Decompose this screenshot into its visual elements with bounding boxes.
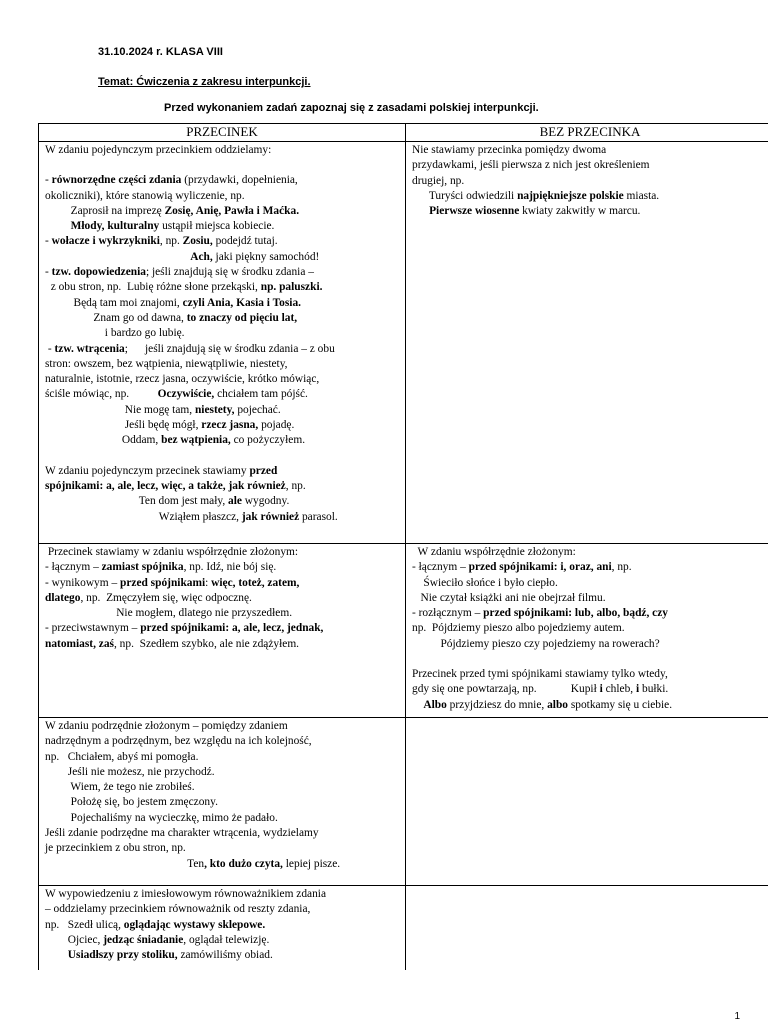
bold-text: niestety,	[194, 403, 235, 416]
text-segment	[45, 949, 68, 961]
comma-cell	[39, 718, 406, 886]
text-segment: jaki piękny samochód!	[212, 250, 320, 263]
text-segment: ustąpił miejsca kobiecie.	[159, 220, 275, 233]
text-segment: W zdaniu pojedynczym przecinek stawiamy	[45, 464, 250, 477]
no-comma-cell	[406, 886, 768, 970]
comma-cell	[39, 886, 406, 970]
text-segment: :	[205, 576, 212, 589]
text-line	[45, 576, 399, 591]
bold-text: przed spójnikami: a, ale, lecz, jednak,	[140, 622, 324, 635]
text-line	[45, 780, 399, 795]
text-line	[45, 403, 399, 418]
text-segment: W wypowiedzeniu z imiesłowowym równoważnikiem zdania	[45, 888, 327, 900]
text-segment: Nie czytał książki ani nie obejrzał filmu.	[412, 591, 606, 604]
text-segment: ściśle mówiąc, np.	[45, 388, 158, 401]
text-line	[45, 545, 399, 560]
text-segment: -	[45, 266, 52, 279]
text-segment: – oddzielamy przecinkiem równoważnik od reszty zdania,	[45, 903, 311, 916]
bold-text: to znaczy od pięciu lat,	[186, 311, 298, 324]
text-line	[412, 576, 768, 591]
bold-text: tzw. dopowiedzenia	[51, 266, 146, 279]
bold-text: przed	[249, 464, 278, 477]
text-line	[412, 606, 768, 621]
text-line	[45, 948, 399, 963]
text-segment: bułki.	[639, 683, 669, 696]
text-line	[45, 857, 399, 872]
bold-text: spójnikami: a, ale, lecz, więc, a także, jak również	[45, 479, 286, 492]
text-line	[412, 698, 768, 713]
rule-row-simple-sentence	[39, 142, 768, 544]
lesson-topic: Temat: Ćwiczenia z zakresu interpunkcji.	[98, 76, 311, 88]
text-line	[45, 234, 399, 249]
text-segment: np. Chciałem, abyś mi pomogła.	[45, 750, 199, 763]
text-segment: przyjdziesz do mnie,	[446, 698, 548, 711]
bold-text: jak również	[241, 510, 300, 523]
blank-line	[45, 158, 399, 173]
text-segment: Zaprosił na imprezę	[45, 204, 165, 217]
text-segment: co pożyczyłem.	[230, 434, 306, 447]
text-line	[45, 433, 399, 448]
text-segment: Pójdziemy pieszo czy pojedziemy na rowerach?	[412, 637, 660, 650]
text-segment: Wziąłem płaszcz,	[45, 510, 242, 523]
text-line	[45, 189, 399, 204]
text-segment: Znam go od dawna,	[45, 311, 187, 324]
text-segment: Wiem, że tego nie zrobiłeś.	[45, 781, 195, 794]
text-line	[45, 311, 399, 326]
text-line	[45, 342, 399, 357]
text-segment: (przydawki, dopełnienia,	[181, 174, 298, 187]
text-line	[412, 637, 768, 652]
text-line	[412, 158, 768, 173]
text-line	[412, 545, 768, 560]
text-segment: Nie mogę tam,	[45, 403, 195, 416]
rule-row-compound-subordinate	[39, 718, 768, 886]
text-line	[45, 418, 399, 433]
text-segment: , np. Idź, nie bój się.	[183, 561, 277, 574]
text-segment: W zdaniu współrzędnie złożonym:	[412, 546, 576, 558]
text-line	[45, 918, 399, 933]
bold-text: oglądając wystawy sklepowe.	[123, 918, 266, 931]
text-segment: Świeciło słońce i było ciepło.	[412, 576, 558, 589]
text-line	[45, 387, 399, 402]
text-segment: np. Szedł ulicą,	[45, 918, 124, 931]
bold-text: ale	[228, 495, 242, 508]
bold-text: przed spójnikami: i, oraz, ani	[468, 561, 612, 574]
text-segment: Nie mogłem, dlatego nie przyszedłem.	[45, 607, 293, 620]
text-line	[45, 811, 399, 826]
text-line	[45, 933, 399, 948]
intro-instruction: Przed wykonaniem zadań zapoznaj się z zasadami polskiej interpunkcji.	[164, 102, 539, 114]
text-segment: Jeśli zdanie podrzędne ma charakter wtrącenia, wydzielamy	[45, 827, 319, 840]
bold-text: jedząc śniadanie	[103, 933, 184, 946]
text-line	[45, 296, 399, 311]
text-line	[45, 606, 399, 621]
text-segment: chleb,	[602, 683, 636, 696]
text-segment: Oddam,	[45, 434, 162, 447]
text-segment: - przeciwstawnym –	[45, 622, 141, 635]
bold-text: przed spójnikami: lub, albo, bądź, czy	[483, 607, 668, 620]
text-line	[45, 219, 399, 234]
text-segment: np. Pójdziemy pieszo albo pojedziemy autem.	[412, 622, 625, 635]
text-segment: Jeśli będę mógł,	[45, 419, 202, 432]
text-segment: Będą tam moi znajomi,	[45, 296, 183, 309]
text-segment: z obu stron, np. Lubię różne słone przekąski,	[45, 281, 261, 294]
text-segment: przydawkami, jeśli pierwsza z nich jest określeniem	[412, 159, 650, 172]
text-line	[412, 174, 768, 189]
text-line	[45, 887, 399, 902]
text-segment: Jeśli nie możesz, nie przychodź.	[45, 765, 215, 778]
bold-text: więc, toteż, zatem,	[211, 576, 300, 589]
punctuation-rules-table	[38, 123, 768, 970]
bold-text: bez wątpienia,	[161, 434, 231, 447]
text-line	[45, 795, 399, 810]
text-segment: Przecinek przed tymi spójnikami stawiamy tylko wtedy,	[412, 668, 668, 681]
text-line	[412, 682, 768, 697]
text-line	[45, 750, 399, 765]
blank-line	[412, 652, 768, 667]
text-segment: Ten	[45, 857, 205, 870]
no-comma-cell	[406, 142, 768, 544]
text-segment: - łącznym –	[45, 561, 102, 574]
bold-text: np. paluszki.	[260, 281, 323, 294]
bold-text: czyli Ania, Kasia i Tosia.	[182, 296, 301, 309]
text-segment: i bardzo go lubię.	[45, 327, 185, 340]
text-segment: Nie stawiamy przecinka pomiędzy dwoma	[412, 144, 607, 156]
comma-cell	[39, 544, 406, 718]
table-header-row	[39, 124, 768, 142]
bold-text: przed spójnikami	[120, 576, 206, 589]
text-line	[412, 204, 768, 219]
text-segment	[412, 205, 429, 217]
text-segment: pojechać.	[234, 403, 281, 416]
text-segment: , np. Szedłem szybko, ale nie zdążyłem.	[113, 637, 300, 650]
text-segment: W zdaniu pojedynczym przecinkiem oddzielamy:	[45, 144, 272, 156]
text-segment: okoliczniki), które stanowią wyliczenie, np.	[45, 189, 245, 202]
text-segment: -	[45, 342, 55, 355]
text-segment: , np.	[159, 235, 183, 248]
text-line	[412, 189, 768, 204]
text-line	[412, 591, 768, 606]
bold-text: i	[635, 683, 640, 696]
text-segment: - rozłącznym –	[412, 607, 484, 620]
text-line	[45, 826, 399, 841]
text-segment	[45, 251, 190, 263]
text-line	[45, 494, 399, 509]
text-segment: miasta.	[623, 189, 660, 202]
text-line	[45, 204, 399, 219]
no-comma-cell	[406, 718, 768, 886]
bold-text: albo	[547, 698, 568, 711]
text-line	[412, 667, 768, 682]
bold-text: tzw. wtrącenia	[54, 342, 125, 355]
text-segment: - wynikowym –	[45, 576, 120, 589]
header-comma: PRZECINEK	[39, 124, 406, 142]
text-segment: gdy się one powtarzają, np. Kupił	[412, 683, 600, 696]
text-line	[45, 734, 399, 749]
bold-text: i	[599, 683, 603, 696]
bold-text: wołacze i wykrzykniki	[51, 235, 160, 248]
bold-text: dlatego	[45, 591, 81, 604]
text-segment: Przecinek stawiamy w zdaniu współrzędnie złożonym:	[45, 546, 299, 558]
bold-text: zamiast spójnika	[101, 561, 184, 574]
header-no-comma: BEZ PRZECINKA	[406, 124, 768, 142]
text-segment: -	[45, 235, 52, 248]
bold-text: Pierwsze wiosenne	[429, 205, 520, 218]
text-segment: Pojechaliśmy na wycieczkę, mimo że padało.	[45, 811, 278, 824]
text-line	[412, 560, 768, 575]
text-line	[45, 250, 399, 265]
text-segment: , oglądał telewizję.	[183, 933, 270, 946]
text-line	[45, 280, 399, 295]
no-comma-cell	[406, 544, 768, 718]
bold-text: najpiękniejsze polskie	[517, 189, 624, 202]
bold-text: Młody, kulturalny	[70, 220, 160, 233]
text-line	[45, 357, 399, 372]
text-segment: -	[45, 174, 52, 187]
comma-cell	[39, 142, 406, 544]
bold-text: natomiast, zaś	[45, 637, 114, 650]
text-line	[45, 143, 399, 158]
text-line	[45, 560, 399, 575]
text-line	[45, 841, 399, 856]
text-segment: Ojciec,	[45, 933, 104, 946]
text-segment: - łącznym –	[412, 561, 469, 574]
date-class-heading: 31.10.2024 r. KLASA VIII	[98, 46, 223, 58]
text-segment: ; jeśli znajdują się w środku zdania – z obu	[124, 342, 335, 355]
text-segment: podejdź tutaj.	[212, 235, 278, 248]
text-segment: drugiej, np.	[412, 174, 465, 187]
text-line	[45, 765, 399, 780]
text-line	[45, 173, 399, 188]
text-segment: stron: owszem, bez wątpienia, niewątpliwie, niestety,	[45, 357, 288, 370]
bold-text: rzecz jasna,	[201, 419, 259, 432]
text-segment: wygodny.	[241, 495, 290, 508]
text-segment: W zdaniu podrzędnie złożonym – pomiędzy zdaniem	[45, 720, 288, 732]
text-line	[45, 372, 399, 387]
text-segment: ; jeśli znajdują się w środku zdania –	[145, 266, 314, 279]
text-segment: parasol.	[299, 510, 338, 523]
text-line	[45, 479, 399, 494]
page-number: 1	[734, 1011, 740, 1022]
text-line	[45, 621, 399, 636]
text-line	[45, 637, 399, 652]
rule-row-compound-coordinate	[39, 544, 768, 718]
text-segment: Ten dom jest mały,	[45, 495, 229, 508]
bold-text: równorzędne części zdania	[51, 174, 182, 187]
text-line	[45, 902, 399, 917]
text-segment: , np.	[611, 561, 632, 574]
text-line	[45, 464, 399, 479]
text-line	[45, 326, 399, 341]
text-line	[412, 143, 768, 158]
text-segment	[45, 220, 71, 232]
text-segment: kwiaty zakwitły w marcu.	[519, 205, 641, 218]
bold-text: Ach,	[190, 250, 213, 263]
text-line	[45, 719, 399, 734]
bold-text: Zosiu,	[182, 235, 213, 248]
text-segment: nadrzędnym a podrzędnym, bez względu na ich kolejność,	[45, 735, 312, 748]
blank-line	[45, 449, 399, 464]
text-segment: pojadę.	[258, 419, 295, 432]
text-segment: , np. Zmęczyłem się, więc odpocznę.	[80, 591, 252, 604]
text-segment: chciałem tam pójść.	[214, 388, 308, 401]
text-segment: je przecinkiem z obu stron, np.	[45, 842, 186, 855]
text-segment: spotkamy się u ciebie.	[567, 698, 673, 711]
text-line	[45, 265, 399, 280]
text-line	[412, 621, 768, 636]
text-segment: naturalnie, istotnie, rzecz jasna, oczywiście, krótko mówiąc,	[45, 373, 320, 386]
text-segment	[412, 699, 423, 711]
bold-text: , kto dużo czyta,	[204, 857, 283, 870]
text-segment: lepiej pisze.	[282, 857, 341, 870]
text-line	[45, 591, 399, 606]
bold-text: Usiadłszy przy stoliku,	[67, 949, 178, 962]
rule-row-participle	[39, 886, 768, 970]
text-segment: Położę się, bo jestem zmęczony.	[45, 796, 218, 809]
bold-text: Zosię, Anię, Pawła i Maćka.	[164, 204, 300, 217]
text-segment: zamówiliśmy obiad.	[177, 949, 273, 962]
bold-text: Oczywiście,	[157, 388, 215, 401]
bold-text: Albo	[423, 698, 447, 711]
text-segment: Turyści odwiedzili	[412, 189, 518, 202]
text-line	[45, 510, 399, 525]
text-segment: , np.	[285, 479, 306, 492]
